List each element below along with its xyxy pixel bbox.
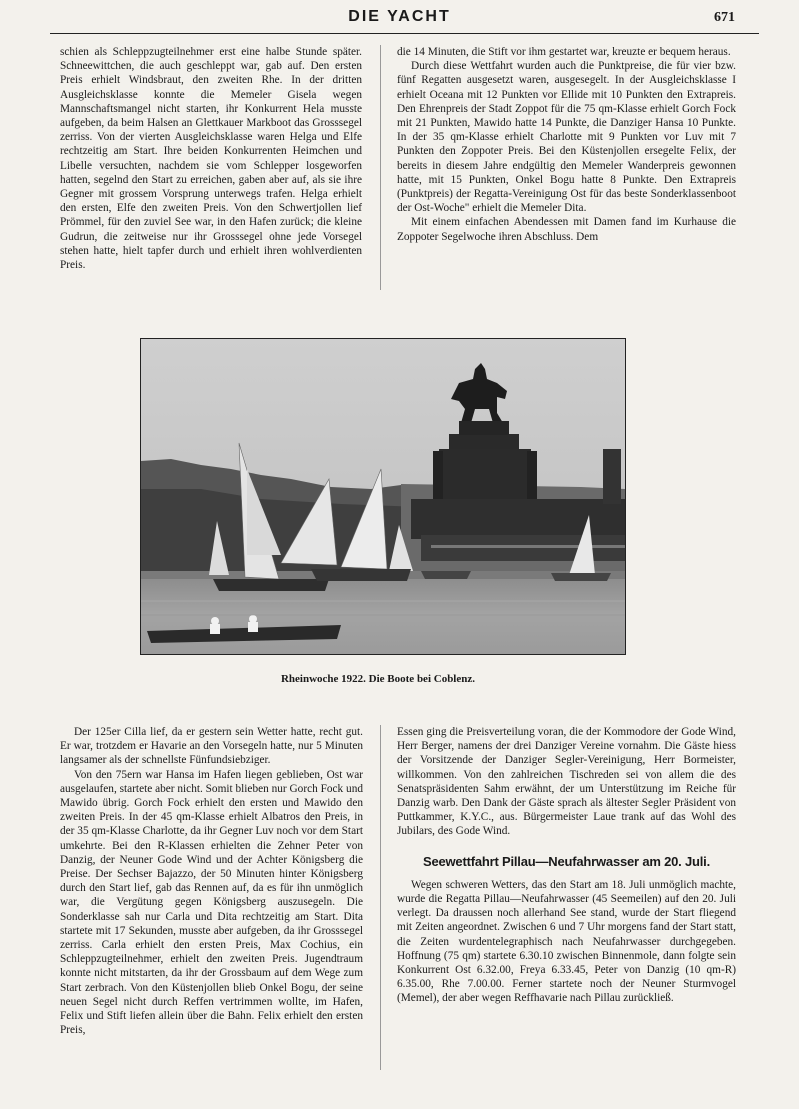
column-top-right [397, 45, 736, 244]
column-bottom-right [397, 725, 736, 1006]
section-heading: Seewettfahrt Pillau—Neufahrwasser am 20. Juli. [422, 853, 711, 869]
paragraph: Wegen schweren Wetters, das den Start am 18. Juli unmöglich machte, wurde die Regatta Pillau—Neufahrwasser (45 Seemeilen) auf den 20. Juli verlegt. Da draussen noch allerhand See stand, wurde der Start fliegend mit Zeiten angeordnet. Zwischen 6 und 7 Uhr morgens fand der Start statt, die Zeiten wurdentelegraphisch nach Neufahrwasser durchgegeben. Hoffnung (75 qm) startete 6.30.10 zwischen Binnenmole, dann folgte sein Konkurrent Ost 6.32.00, Freya 6.33.45, Peter von Danzig (10 qm-R) 6.35.00, Rhe 7.00.00. Ferner startete noch der Neuner Sturmvogel (Memel), der aber wegen Reffhavarie nach Pillau zurückließ. [397, 878, 736, 1005]
header-rule [50, 33, 759, 34]
figure-caption: Rheinwoche 1922. Die Boote bei Coblenz. [280, 673, 475, 685]
photo-boats-coblenz [140, 338, 626, 655]
paragraph: Durch diese Wettfahrt wurden auch die Punktpreise, die für vier bzw. fünf Regatten ausgesetzt waren, ausgesegelt. In der Ausgleichsklasse I erhielt Oceana mit 12 Punkten vor Ellide mit 10 Punkten den Extrapreis. Den Ehrenpreis der Stadt Zoppot für die 75 qm-Klasse erhielt Gorch Fock mit 21 Punkten, Mawido hatte 14 Punkte, die Danziger Hansa 10 Punkte. In der 35 qm-Klasse erhielt Charlotte mit 9 Punkten vor Luv mit 7 Punkten den Zoppoter Preis. Bei den Küstenjollen ersegelte Felix, der bereits in diesem Jahre endgültig den Memeler Wanderpreis gewonnen hatte, mit 15 Punkten, Onkel Bogu hatte 8 Punkte. Den Extrapreis (Punktpreis) der Regatta-Vereinigung Ost für das beste Sonderklassenboot der Ost-Woche" erhielt die Memeler Dita. [397, 60, 736, 215]
paragraph: Von den 75ern war Hansa im Hafen liegen geblieben, Ost war ausgelaufen, startete aber nicht. Somit blieben nur Gorch Fock und Mawido übrig. Gorch Fock erhielt den ersten und Mawido den zweiten Preis. In der 45 qm-Klasse erhielt Albatros den Preis, in der 35 qm-Klasse Charlotte, da ihr Gegner Luv noch vor dem Start umkehrte. Bei den R-Klassen erhielten die Zehner Peter von Danzig, der Neuner Gode Wind und der Achter Königsberg die Preise. Der Sechser Bajazzo, der 50 Minuten hinter Königsberg durch den Start lief, gab das Rennen auf, da es für ihn unmöglich war, die Vergütung gegen Königsberg auszusegeln. Die Sonderklasse sah nur Carla und Dita rechtzeitig am Start. Dita startete mit 17 Sekunden, musste aber aufgeben, da ihr Grosssegel zerriss. Carla erhielt den ersten Preis, Max Cochius, ein Schleppzugteilnehmer, erhielt den zweiten Preis. Jugendtraum konnte nicht mitstarten, da ihr der Grossbaum auf dem Wege zum Start zerbrach. Von den Küstenjollen blieb Onkel Bogu, der seine neuen Segel nicht durch Reffen vertrimmen wollte, im Hafen, Felix und Stift liefen allein über die Bahn. Felix erhielt den ersten Preis, [60, 768, 363, 1037]
paragraph: Der 125er Cilla lief, da er gestern sein Wetter hatte, recht gut. Er war, trotzdem er Havarie an den Vorsegeln hatte, nur 5 Minuten langsamer als der schnellste Fünfundsiebziger. [60, 726, 363, 767]
column-divider [380, 725, 381, 1070]
page-number: 671 [714, 10, 735, 25]
column-bottom-left [60, 725, 363, 1037]
paragraph: schien als Schleppzugteilnehmer erst eine halbe Stunde später. Schneewittchen, die auch geschleppt war, gab auf. Den ersten Preis erhielt Windsbraut, den zweiten Rhe. In der dritten Ausgleichsklasse konnte die Memeler Gisela wegen Mannschaftsmangel nicht starten, ihr Konkurrent Hela musste aufgeben, da beim Halsen an Glettkauer Markboot das Grosssegel zerriss. Von der vierten Ausgleichsklasse waren Helga und Elfe rechtzeitig am Start. Ihre beiden Konkurrenten Heimchen und Libelle versuchten, nachdem sie vom Schlepper losgeworfen hatten, segelnd den Start zu erreichen, gaben aber auf, als sie ihre Gegner mit grossem Vorsprung unterwegs trafen. Helga erhielt den ersten, Elfe den zweiten Preis. Von den Schwertjollen lief Prömmel, für den zuviel See war, in den Hafen zurück; die kleine Gudrun, die zeitweise nur ihr Grosssegel ohne jede Vorsegel stehen hatte, hielt tapfer durch und erhielt ihren wohlverdienten Preis. [60, 46, 362, 272]
column-top-left [60, 45, 362, 272]
running-head: DIE YACHT [348, 8, 451, 25]
paragraph: Mit einem einfachen Abendessen mit Damen fand im Kurhause die Zoppoter Segelwoche ihren Abschluss. Dem [397, 216, 736, 243]
paragraph: Essen ging die Preisverteilung voran, die der Kommodore der Gode Wind, Herr Berger, namens der drei Danziger Vereine vornahm. Die Gäste hiess der Vorsitzende der Danziger Segler-Vereinigung, Herr Bormeister, willkommen. Von den zahlreichen Tischreden sei von allem die des Senatspräsidenten Sahm erwähnt, der um Unterstützung im Reiche für Danzig warb. Den Dank der Gäste sprach als ältester Segler Präsident von Puttkammer, K.Y.C., aus. Bürgermeister Laue trank auf das Wohl des Jubilars, des Gode Wind. [397, 726, 736, 838]
column-divider [380, 45, 381, 290]
paragraph: die 14 Minuten, die Stift vor ihm gestartet war, kreuzte er bequem heraus. [397, 46, 731, 58]
